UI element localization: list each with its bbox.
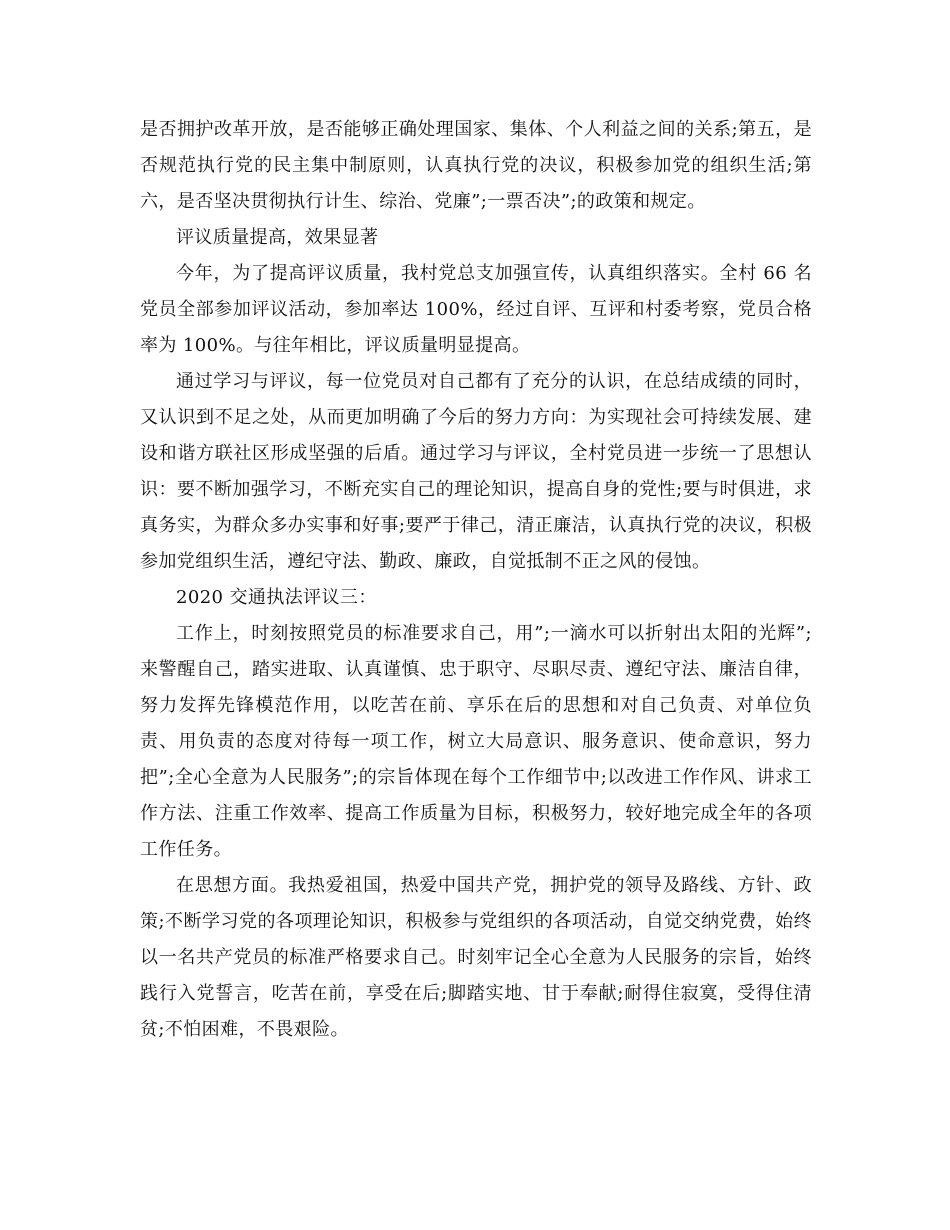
paragraph-continuation: 是否拥护改革开放，是否能够正确处理国家、集体、个人利益之间的关系;第五，是否规范执行党的民主集中制原则，认真执行党的决议，积极参加党的组织生活;第六，是否坚决贯彻执行计生、综治、党廉”;一票否决”;的政策和规定。: [140, 119, 812, 212]
document-body: [140, 112, 812, 1048]
paragraph-thought: 在思想方面。我热爱祖国，热爱中国共产党，拥护党的领导及路线、方针、政策;不断学习党的各项理论知识，积极参与党组织的各项活动，自觉交纳党费，始终以一名共产党员的标准严格要求自己。时刻牢记全心全意为人民服务的宗旨，始终践行入党誓言，吃苦在前，享受在后;脚踏实地、甘于奉献;耐得住寂寞，受得住清贫;不怕困难，不畏艰险。: [140, 875, 812, 1040]
paragraph-heading-quality: 评议质量提高，效果显著: [176, 227, 379, 248]
paragraph-work: 工作上，时刻按照党员的标准要求自己，用”;一滴水可以折射出太阳的光辉”;来警醒自己，踏实进取、认真谨慎、忠于职守、尽职尽责、遵纪守法、廉洁自律，努力发挥先锋模范作用，以吃苦在前、享乐在后的思想和对自己负责、对单位负责、用负责的态度对待每一项工作，树立大局意识、服务意识、使命意识，努力把”;全心全意为人民服务”;的宗旨体现在每个工作细节中;以改进工作作风、讲求工作方法、注重工作效率、提高工作质量为目标，积极努力，较好地完成全年的各项工作任务。: [140, 623, 812, 860]
paragraph-section-title: 2020 交通执法评议三：: [176, 587, 377, 608]
paragraph-study-review: 通过学习与评议，每一位党员对自己都有了充分的认识，在总结成绩的同时，又认识到不足之处，从而更加明确了今后的努力方向：为实现社会可持续发展、建设和谐方联社区形成坚强的后盾。通过学习与评议，全村党员进一步统一了思想认识：要不断加强学习，不断充实自己的理论知识，提高自身的党性;要与时俱进，求真务实，为群众多办实事和好事;要严于律己，清正廉洁，认真执行党的决议，积极参加党组织生活，遵纪守法、勤政、廉政，自觉抵制不正之风的侵蚀。: [140, 371, 812, 572]
paragraph-this-year: 今年，为了提高评议质量，我村党总支加强宣传，认真组织落实。全村 66 名党员全部参加评议活动，参加率达 100%，经过自评、互评和村委考察，党员合格率为 100%。与往年相比，评议质量明显提高。: [140, 263, 812, 356]
